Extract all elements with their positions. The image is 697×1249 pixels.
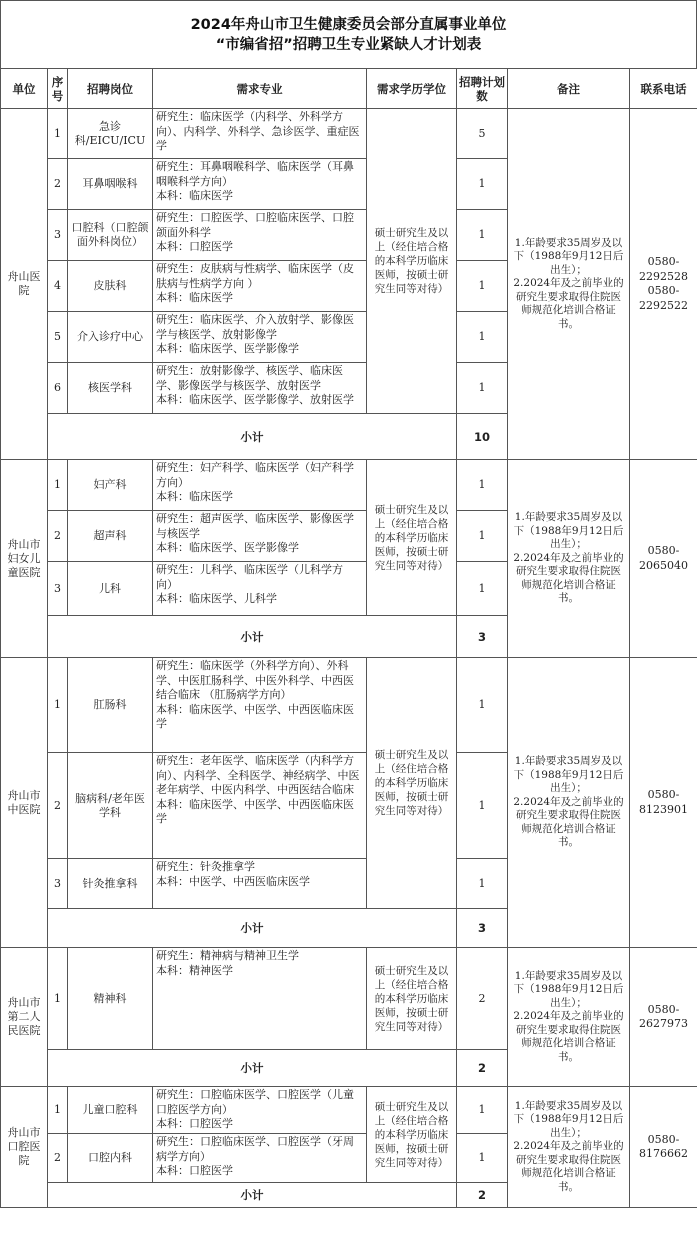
row-number: 1 [48, 948, 68, 1050]
required-major: 研究生：老年医学、临床医学（内科学方向）、内科学、全科医学、神经病学、中医老年病学、中医内科学、中西医结合临床 本科：临床医学、中医学、中西医临床医学 [153, 753, 367, 859]
subtotal-label: 小计 [48, 414, 457, 460]
hire-count: 1 [457, 460, 508, 511]
header-major: 需求专业 [153, 69, 367, 109]
remarks: 1.年龄要求35周岁及以下（1988年9月12日后出生）； 2.2024年及之前毕业的研究生要求取得住院医师规范化培训合格证书。 [508, 460, 630, 658]
header-education: 需求学历学位 [367, 69, 457, 109]
education-requirement: 硕士研究生及以上（经住培合格的本科学历临床医师，按硕士研究生同等对待） [367, 1087, 457, 1183]
position-name: 妇产科 [68, 460, 153, 511]
required-major: 研究生：耳鼻咽喉科学、临床医学（耳鼻咽喉科学方向） 本科：临床医学 [153, 159, 367, 210]
hire-count: 1 [457, 1134, 508, 1183]
education-requirement: 硕士研究生及以上（经住培合格的本科学历临床医师，按硕士研究生同等对待） [367, 948, 457, 1050]
hire-count: 1 [457, 753, 508, 859]
remarks: 1.年龄要求35周岁及以下（1988年9月12日后出生）； 2.2024年及之前毕业的研究生要求取得住院医师规范化培训合格证书。 [508, 658, 630, 948]
recruitment-table [0, 68, 697, 1208]
subtotal-count: 3 [457, 616, 508, 658]
position-name: 核医学科 [68, 363, 153, 414]
education-requirement: 硕士研究生及以上（经住培合格的本科学历临床医师，按硕士研究生同等对待） [367, 658, 457, 909]
position-name: 肛肠科 [68, 658, 153, 753]
subtotal-label: 小计 [48, 1050, 457, 1087]
row-number: 3 [48, 562, 68, 616]
education-requirement: 硕士研究生及以上（经住培合格的本科学历临床医师，按硕士研究生同等对待） [367, 109, 457, 414]
hire-count: 1 [457, 261, 508, 312]
education-requirement: 硕士研究生及以上（经住培合格的本科学历临床医师，按硕士研究生同等对待） [367, 460, 457, 616]
hire-count: 2 [457, 948, 508, 1050]
table-row [1, 460, 697, 511]
position-name: 脑病科/老年医学科 [68, 753, 153, 859]
unit-name: 舟山市第二人民医院 [1, 948, 48, 1087]
subtotal-label: 小计 [48, 909, 457, 948]
subtotal-count: 3 [457, 909, 508, 948]
subtotal-count: 2 [457, 1183, 508, 1208]
required-major: 研究生：皮肤病与性病学、临床医学（皮肤病与性病学方向 ） 本科：临床医学 [153, 261, 367, 312]
unit-name: 舟山市中医院 [1, 658, 48, 948]
hire-count: 1 [457, 859, 508, 909]
row-number: 2 [48, 1134, 68, 1183]
row-number: 2 [48, 159, 68, 210]
row-number: 4 [48, 261, 68, 312]
header-position: 招聘岗位 [68, 69, 153, 109]
contact-phone: 0580-2065040 [630, 460, 697, 658]
required-major: 研究生：口腔临床医学、口腔医学（牙周病学方向） 本科：口腔医学 [153, 1134, 367, 1183]
header-remarks: 备注 [508, 69, 630, 109]
unit-name: 舟山市口腔医院 [1, 1087, 48, 1208]
remarks: 1.年龄要求35周岁及以下（1988年9月12日后出生）； 2.2024年及之前毕业的研究生要求取得住院医师规范化培训合格证书。 [508, 948, 630, 1087]
hire-count: 1 [457, 562, 508, 616]
row-number: 5 [48, 312, 68, 363]
position-name: 皮肤科 [68, 261, 153, 312]
position-name: 耳鼻咽喉科 [68, 159, 153, 210]
position-name: 儿科 [68, 562, 153, 616]
hire-count: 1 [457, 1087, 508, 1134]
unit-name: 舟山市妇女儿童医院 [1, 460, 48, 658]
required-major: 研究生：超声医学、临床医学、影像医学与核医学 本科：临床医学、医学影像学 [153, 511, 367, 562]
remarks: 1.年龄要求35周岁及以下（1988年9月12日后出生）； 2.2024年及之前毕业的研究生要求取得住院医师规范化培训合格证书。 [508, 1087, 630, 1208]
hire-count: 1 [457, 363, 508, 414]
position-name: 介入诊疗中心 [68, 312, 153, 363]
required-major: 研究生：口腔临床医学、口腔医学（儿童口腔医学方向） 本科：口腔医学 [153, 1087, 367, 1134]
contact-phone: 0580-2627973 [630, 948, 697, 1087]
header-phone: 联系电话 [630, 69, 697, 109]
table-row [1, 109, 697, 159]
table-row [1, 948, 697, 1050]
subtotal-label: 小计 [48, 616, 457, 658]
position-name: 儿童口腔科 [68, 1087, 153, 1134]
hire-count: 1 [457, 658, 508, 753]
position-name: 口腔科（口腔颌面外科岗位） [68, 210, 153, 261]
hire-count: 1 [457, 511, 508, 562]
row-number: 6 [48, 363, 68, 414]
unit-name: 舟山医院 [1, 109, 48, 460]
required-major: 研究生：放射影像学、核医学、临床医学、影像医学与核医学、放射医学 本科：临床医学、医学影像学、放射医学 [153, 363, 367, 414]
contact-phone: 0580-8123901 [630, 658, 697, 948]
header-count: 招聘计划数 [457, 69, 508, 109]
header-unit: 单位 [1, 69, 48, 109]
hire-count: 1 [457, 159, 508, 210]
remarks: 1.年龄要求35周岁及以下（1988年9月12日后出生）； 2.2024年及之前毕业的研究生要求取得住院医师规范化培训合格证书。 [508, 109, 630, 460]
row-number: 1 [48, 460, 68, 511]
title-line-1: 2024年舟山市卫生健康委员会部分直属事业单位 [190, 16, 507, 33]
position-name: 超声科 [68, 511, 153, 562]
document-title [0, 0, 697, 68]
position-name: 精神科 [68, 948, 153, 1050]
position-name: 口腔内科 [68, 1134, 153, 1183]
required-major: 研究生：口腔医学、口腔临床医学、口腔颌面外科学 本科：口腔医学 [153, 210, 367, 261]
title-line-2: “市编省招”招聘卫生专业紧缺人才计划表 [215, 36, 482, 53]
position-name: 针灸推拿科 [68, 859, 153, 909]
row-number: 1 [48, 109, 68, 159]
header-row [1, 69, 697, 109]
row-number: 3 [48, 859, 68, 909]
required-major: 研究生：临床医学（外科学方向）、外科学、中医肛肠科学、中医外科学、中西医结合临床 （肛肠病学方向） 本科：临床医学、中医学、中西医临床医学 [153, 658, 367, 753]
position-name: 急诊科/EICU/ICU [68, 109, 153, 159]
required-major: 研究生：临床医学（内科学、外科学方向）、内科学、外科学、急诊医学、重症医学 [153, 109, 367, 159]
required-major: 研究生：儿科学、临床医学（儿科学方向） 本科：临床医学、儿科学 [153, 562, 367, 616]
row-number: 2 [48, 753, 68, 859]
row-number: 1 [48, 658, 68, 753]
table-row [1, 658, 697, 753]
required-major: 研究生：妇产科学、临床医学（妇产科学方向） 本科：临床医学 [153, 460, 367, 511]
row-number: 2 [48, 511, 68, 562]
required-major: 研究生：针灸推拿学 本科：中医学、中西医临床医学 [153, 859, 367, 909]
subtotal-count: 2 [457, 1050, 508, 1087]
contact-phone: 0580-2292528 0580-2292522 [630, 109, 697, 460]
header-no: 序号 [48, 69, 68, 109]
contact-phone: 0580-8176662 [630, 1087, 697, 1208]
subtotal-count: 10 [457, 414, 508, 460]
hire-count: 1 [457, 210, 508, 261]
hire-count: 5 [457, 109, 508, 159]
row-number: 3 [48, 210, 68, 261]
hire-count: 1 [457, 312, 508, 363]
row-number: 1 [48, 1087, 68, 1134]
required-major: 研究生：精神病与精神卫生学 本科：精神医学 [153, 948, 367, 1050]
subtotal-label: 小计 [48, 1183, 457, 1208]
table-row [1, 1087, 697, 1134]
required-major: 研究生：临床医学、介入放射学、影像医学与核医学、放射影像学 本科：临床医学、医学影像学 [153, 312, 367, 363]
